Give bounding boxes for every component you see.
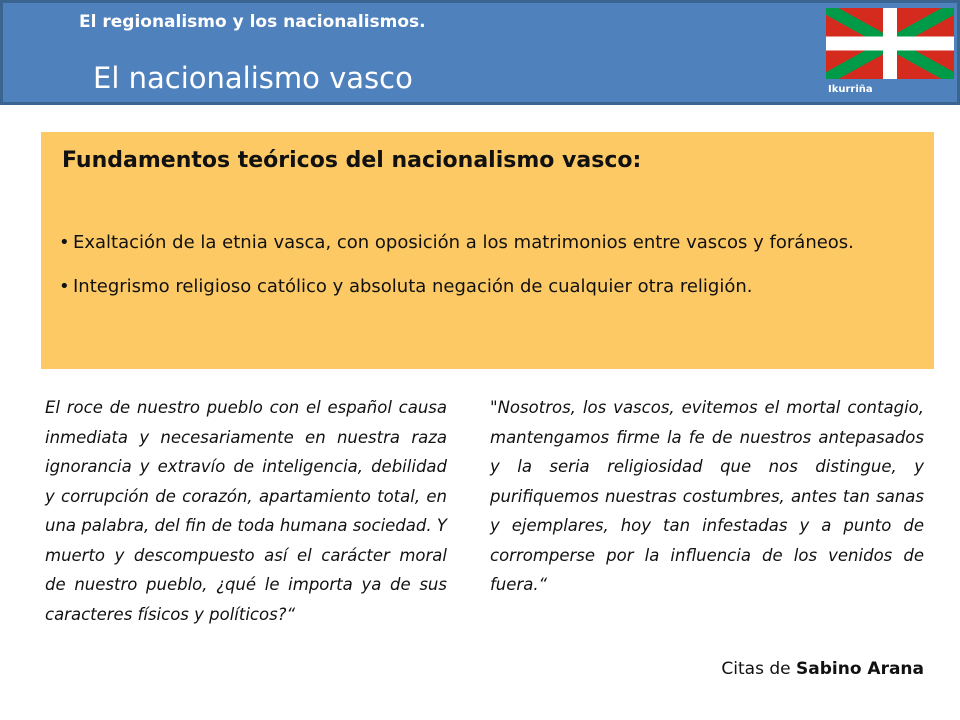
fundamentals-list (59, 228, 919, 316)
quote-attribution (721, 659, 924, 679)
ikurrina-flag-icon (826, 8, 954, 79)
list-item (59, 228, 919, 257)
flag-caption: Ikurriña (828, 84, 873, 95)
bullet-icon: • (59, 276, 70, 297)
header-banner (0, 0, 960, 105)
list-item (59, 272, 919, 301)
slide-title: El nacionalismo vasco (93, 61, 413, 95)
panel-heading: Fundamentos teóricos del nacionalismo vasco: (62, 148, 642, 173)
attribution-prefix: Citas de (721, 659, 796, 679)
slide-subtitle: El regionalismo y los nacionalismos. (79, 12, 426, 32)
list-item-text: Integrismo religioso católico y absoluta negación de cualquier otra religión. (73, 276, 753, 297)
attribution-author: Sabino Arana (796, 659, 924, 679)
bullet-icon: • (59, 232, 70, 253)
quote-left: El roce de nuestro pueblo con el español causa inmediata y necesariamente en nuestra raza ignorancia y extravío de inteligencia, debilidad y corrupción de corazón, apartamiento total, en una palabra, del fin de toda humana sociedad. Y muerto y descompuesto así el carácter moral de nuestro pueblo, ¿qué le importa ya de sus caracteres físicos y políticos?“ (45, 398, 447, 624)
list-item-text: Exaltación de la etnia vasca, con oposición a los matrimonios entre vascos y foráneos. (73, 232, 854, 253)
quote-right: "Nosotros, los vascos, evitemos el mortal contagio, mantengamos firme la fe de nuestros antepasados y la seria religiosidad que nos distingue, y purifiquemos nuestras costumbres, antes tan sanas y ejemplares, hoy tan infestadas y a punto de corromperse por la influencia de los venidos de fuera.“ (490, 398, 924, 594)
fundamentals-panel (41, 132, 934, 369)
